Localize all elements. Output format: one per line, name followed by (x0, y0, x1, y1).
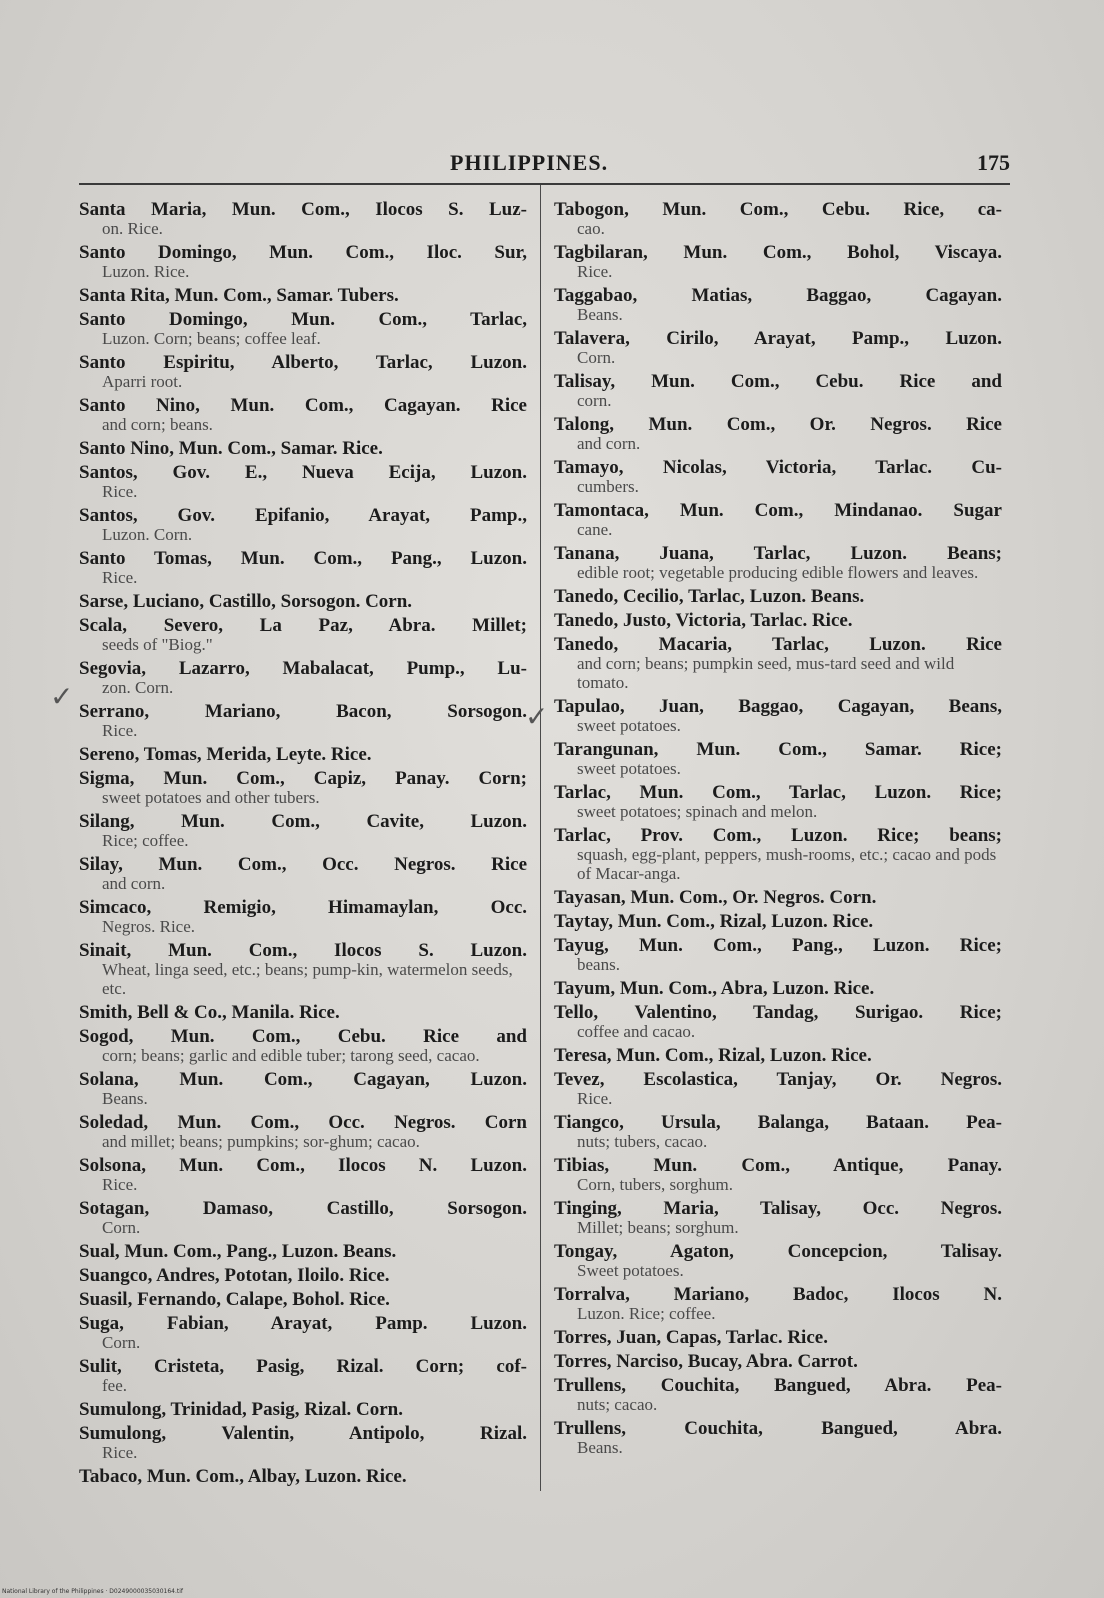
entry-name: Sereno, Tomas, Merida, Leyte. Rice. (79, 745, 372, 764)
entry-name: Tabogon, Mun. Com., Cebu. Rice, ca- (554, 200, 1002, 219)
entry-name: Santo Nino, Mun. Com., Samar. Rice. (79, 439, 383, 458)
directory-entry (79, 1003, 527, 1022)
entry-name: Santo Nino, Mun. Com., Cagayan. Rice (79, 396, 527, 415)
entry-products: Luzon. Corn. (102, 525, 193, 544)
entry-name: Torres, Narciso, Bucay, Abra. Carrot. (554, 1352, 858, 1371)
right-column (554, 200, 1002, 1462)
directory-entry (554, 1156, 1002, 1194)
directory-entry (79, 1424, 527, 1462)
entry-name: Silay, Mun. Com., Occ. Negros. Rice (79, 855, 527, 874)
entry-products: Negros. Rice. (102, 917, 196, 936)
entry-products: sweet potatoes. (577, 716, 681, 735)
entry-products: Corn, tubers, sorghum. (577, 1175, 733, 1194)
entry-name: Solana, Mun. Com., Cagayan, Luzon. (79, 1070, 527, 1089)
entry-products: Rice. (577, 262, 613, 281)
directory-entry (79, 1242, 527, 1261)
directory-entry (554, 1046, 1002, 1065)
page-number: 175 (977, 150, 1010, 175)
entry-name: Tamayo, Nicolas, Victoria, Tarlac. Cu- (554, 458, 1002, 477)
entry-name: Tabaco, Mun. Com., Albay, Luzon. Rice. (79, 1467, 407, 1486)
entry-products: Rice. (102, 721, 138, 740)
directory-entry (79, 506, 527, 544)
directory-entry (554, 1113, 1002, 1151)
entry-name: Simcaco, Remigio, Himamaylan, Occ. (79, 898, 527, 917)
directory-entry (79, 745, 527, 764)
entry-name: Segovia, Lazarro, Mabalacat, Pump., Lu- (79, 659, 527, 678)
entry-products: cumbers. (577, 477, 639, 496)
directory-entry (554, 1285, 1002, 1323)
entry-name: Tayug, Mun. Com., Pang., Luzon. Rice; (554, 936, 1002, 955)
directory-entry (554, 1376, 1002, 1414)
directory-entry (554, 635, 1002, 692)
entry-products: seeds of "Biog." (102, 635, 213, 654)
directory-entry (79, 286, 527, 305)
directory-entry (554, 243, 1002, 281)
entry-products: Rice. (102, 482, 138, 501)
entry-name: Tanedo, Justo, Victoria, Tarlac. Rice. (554, 611, 853, 630)
directory-entry (554, 587, 1002, 606)
entry-products: Beans. (577, 1438, 623, 1457)
column-divider (540, 185, 541, 1491)
entry-products: Corn. (102, 1218, 141, 1237)
entry-name: Santa Maria, Mun. Com., Ilocos S. Luz- (79, 200, 527, 219)
directory-entry (79, 1314, 527, 1352)
entry-products: Aparri root. (102, 372, 183, 391)
entry-products: corn; beans; garlic and edible tuber; tarong seed, cacao. (102, 1046, 480, 1065)
entry-name: Santos, Gov. Epifanio, Arayat, Pamp., (79, 506, 527, 525)
directory-entry (79, 592, 527, 611)
entry-name: Santo Tomas, Mun. Com., Pang., Luzon. (79, 549, 527, 568)
entry-name: Tello, Valentino, Tandag, Surigao. Rice; (554, 1003, 1002, 1022)
entry-name: Sogod, Mun. Com., Cebu. Rice and (79, 1027, 527, 1046)
running-title: PHILIPPINES. (450, 150, 609, 175)
entry-products: and corn; beans; pumpkin seed, mus-tard seed and wild tomato. (577, 654, 955, 692)
directory-entry (554, 740, 1002, 778)
directory-entry (79, 1357, 527, 1395)
entry-products: and corn. (577, 434, 641, 453)
entry-name: Santa Rita, Mun. Com., Samar. Tubers. (79, 286, 399, 305)
entry-products: sweet potatoes; spinach and melon. (577, 802, 818, 821)
entry-products: Millet; beans; sorghum. (577, 1218, 739, 1237)
entry-name: Sulit, Cristeta, Pasig, Rizal. Corn; cof- (79, 1357, 527, 1376)
directory-entry (554, 1003, 1002, 1041)
entry-products: Corn. (577, 348, 616, 367)
directory-entry (79, 702, 527, 740)
directory-entry (79, 1467, 527, 1486)
entry-name: Sumulong, Trinidad, Pasig, Rizal. Corn. (79, 1400, 403, 1419)
entry-name: Trullens, Couchita, Bangued, Abra. Pea- (554, 1376, 1002, 1395)
entry-products: Rice. (102, 1443, 138, 1462)
directory-entry (79, 353, 527, 391)
entry-products: Rice. (102, 568, 138, 587)
directory-entry (554, 783, 1002, 821)
entry-name: Sigma, Mun. Com., Capiz, Panay. Corn; (79, 769, 527, 788)
directory-entry (79, 1113, 527, 1151)
directory-entry (79, 1290, 527, 1309)
entry-products: sweet potatoes. (577, 759, 681, 778)
handwritten-check-mark: ✓ (525, 700, 549, 733)
entry-name: Sual, Mun. Com., Pang., Luzon. Beans. (79, 1242, 397, 1261)
entry-name: Smith, Bell & Co., Manila. Rice. (79, 1003, 340, 1022)
entry-products: Sweet potatoes. (577, 1261, 684, 1280)
directory-entry (554, 1419, 1002, 1457)
entry-name: Tapulao, Juan, Baggao, Cagayan, Beans, (554, 697, 1002, 716)
directory-entry (79, 616, 527, 654)
entry-name: Torres, Juan, Capas, Tarlac. Rice. (554, 1328, 828, 1347)
entry-products: and millet; beans; pumpkins; sor-ghum; cacao. (102, 1132, 420, 1151)
directory-entry (554, 936, 1002, 974)
directory-entry (79, 243, 527, 281)
entry-name: Scala, Severo, La Paz, Abra. Millet; (79, 616, 527, 635)
directory-entry (554, 329, 1002, 367)
entry-name: Suangco, Andres, Pototan, Iloilo. Rice. (79, 1266, 390, 1285)
entry-name: Talisay, Mun. Com., Cebu. Rice and (554, 372, 1002, 391)
directory-entry (554, 415, 1002, 453)
directory-entry (79, 1027, 527, 1065)
entry-products: Rice. (102, 1175, 138, 1194)
header-rule (79, 183, 1010, 185)
directory-entry (79, 549, 527, 587)
directory-entry (79, 855, 527, 893)
directory-entry (79, 1156, 527, 1194)
entry-name: Tevez, Escolastica, Tanjay, Or. Negros. (554, 1070, 1002, 1089)
entry-products: cao. (577, 219, 605, 238)
directory-entry (554, 888, 1002, 907)
entry-products: squash, egg-plant, peppers, mush-rooms, etc.; cacao and pods of Macar-anga. (577, 845, 997, 883)
directory-entry (554, 286, 1002, 324)
entry-products: Rice; coffee. (102, 831, 189, 850)
directory-entry (79, 1266, 527, 1285)
entry-name: Serrano, Mariano, Bacon, Sorsogon. (79, 702, 527, 721)
entry-products: on. Rice. (102, 219, 163, 238)
entry-products: Corn. (102, 1333, 141, 1352)
directory-entry (79, 898, 527, 936)
entry-products: Luzon. Rice; coffee. (577, 1304, 716, 1323)
directory-entry (554, 1242, 1002, 1280)
entry-name: Tayasan, Mun. Com., Or. Negros. Corn. (554, 888, 877, 907)
entry-products: corn. (577, 391, 612, 410)
entry-name: Tibias, Mun. Com., Antique, Panay. (554, 1156, 1002, 1175)
entry-name: Sinait, Mun. Com., Ilocos S. Luzon. (79, 941, 527, 960)
directory-entry (554, 458, 1002, 496)
entry-name: Taggabao, Matias, Baggao, Cagayan. (554, 286, 1002, 305)
entry-name: Tanedo, Cecilio, Tarlac, Luzon. Beans. (554, 587, 865, 606)
entry-name: Santos, Gov. E., Nueva Ecija, Luzon. (79, 463, 527, 482)
directory-entry (554, 1199, 1002, 1237)
entry-name: Tarlac, Prov. Com., Luzon. Rice; beans; (554, 826, 1002, 845)
directory-entry (554, 200, 1002, 238)
entry-products: fee. (102, 1376, 128, 1395)
entry-name: Sotagan, Damaso, Castillo, Sorsogon. (79, 1199, 527, 1218)
entry-products: zon. Corn. (102, 678, 174, 697)
entry-products: Rice. (577, 1089, 613, 1108)
entry-products: and corn; beans. (102, 415, 213, 434)
directory-entry (554, 979, 1002, 998)
entry-products: Wheat, linga seed, etc.; beans; pump-kin, watermelon seeds, etc. (102, 960, 513, 998)
directory-entry (79, 1070, 527, 1108)
entry-products: Beans. (102, 1089, 148, 1108)
directory-entry (79, 439, 527, 458)
directory-entry (554, 1352, 1002, 1371)
entry-name: Tamontaca, Mun. Com., Mindanao. Sugar (554, 501, 1002, 520)
entry-name: Soledad, Mun. Com., Occ. Negros. Corn (79, 1113, 527, 1132)
entry-name: Teresa, Mun. Com., Rizal, Luzon. Rice. (554, 1046, 872, 1065)
entry-name: Talong, Mun. Com., Or. Negros. Rice (554, 415, 1002, 434)
scan-credit: National Library of the Philippines · D0249000035030164.tif (2, 1588, 184, 1595)
directory-entry (79, 396, 527, 434)
entry-products: nuts; tubers, cacao. (577, 1132, 708, 1151)
entry-products: and corn. (102, 874, 166, 893)
directory-entry (79, 463, 527, 501)
entry-name: Santo Domingo, Mun. Com., Iloc. Sur, (79, 243, 527, 262)
entry-products: coffee and cacao. (577, 1022, 696, 1041)
entry-name: Taytay, Mun. Com., Rizal, Luzon. Rice. (554, 912, 874, 931)
entry-name: Santo Domingo, Mun. Com., Tarlac, (79, 310, 527, 329)
entry-products: Luzon. Rice. (102, 262, 190, 281)
entry-name: Tayum, Mun. Com., Abra, Luzon. Rice. (554, 979, 875, 998)
handwritten-check-mark: ✓ (50, 680, 74, 713)
entry-name: Sarse, Luciano, Castillo, Sorsogon. Corn. (79, 592, 413, 611)
entry-name: Tarlac, Mun. Com., Tarlac, Luzon. Rice; (554, 783, 1002, 802)
left-column (79, 200, 527, 1491)
entry-name: Tarangunan, Mun. Com., Samar. Rice; (554, 740, 1002, 759)
directory-entry (554, 697, 1002, 735)
entry-name: Sumulong, Valentin, Antipolo, Rizal. (79, 1424, 527, 1443)
entry-name: Tongay, Agaton, Concepcion, Talisay. (554, 1242, 1002, 1261)
directory-entry (79, 200, 527, 238)
entry-products: cane. (577, 520, 613, 539)
directory-entry (554, 501, 1002, 539)
entry-name: Tanedo, Macaria, Tarlac, Luzon. Rice (554, 635, 1002, 654)
entry-name: Tagbilaran, Mun. Com., Bohol, Viscaya. (554, 243, 1002, 262)
directory-entry (554, 826, 1002, 883)
entry-name: Torralva, Mariano, Badoc, Ilocos N. (554, 1285, 1002, 1304)
entry-name: Silang, Mun. Com., Cavite, Luzon. (79, 812, 527, 831)
entry-name: Trullens, Couchita, Bangued, Abra. (554, 1419, 1002, 1438)
entry-name: Suga, Fabian, Arayat, Pamp. Luzon. (79, 1314, 527, 1333)
entry-name: Tanana, Juana, Tarlac, Luzon. Beans; (554, 544, 1002, 563)
directory-entry (554, 544, 1002, 582)
directory-entry (79, 812, 527, 850)
entry-products: sweet potatoes and other tubers. (102, 788, 320, 807)
directory-entry (554, 372, 1002, 410)
directory-entry (554, 1328, 1002, 1347)
entry-products: Luzon. Corn; beans; coffee leaf. (102, 329, 321, 348)
directory-entry (79, 659, 527, 697)
directory-entry (79, 941, 527, 998)
page-header (79, 150, 1010, 184)
entry-name: Suasil, Fernando, Calape, Bohol. Rice. (79, 1290, 390, 1309)
directory-entry (79, 769, 527, 807)
entry-name: Santo Espiritu, Alberto, Tarlac, Luzon. (79, 353, 527, 372)
directory-entry (79, 310, 527, 348)
entry-products: edible root; vegetable producing edible flowers and leaves. (577, 563, 979, 582)
entry-products: Beans. (577, 305, 623, 324)
directory-entry (79, 1400, 527, 1419)
entry-name: Solsona, Mun. Com., Ilocos N. Luzon. (79, 1156, 527, 1175)
entry-products: beans. (577, 955, 620, 974)
entry-name: Tinging, Maria, Talisay, Occ. Negros. (554, 1199, 1002, 1218)
directory-entry (554, 611, 1002, 630)
entry-name: Tiangco, Ursula, Balanga, Bataan. Pea- (554, 1113, 1002, 1132)
directory-entry (554, 912, 1002, 931)
entry-name: Talavera, Cirilo, Arayat, Pamp., Luzon. (554, 329, 1002, 348)
entry-products: nuts; cacao. (577, 1395, 658, 1414)
directory-entry (79, 1199, 527, 1237)
directory-entry (554, 1070, 1002, 1108)
